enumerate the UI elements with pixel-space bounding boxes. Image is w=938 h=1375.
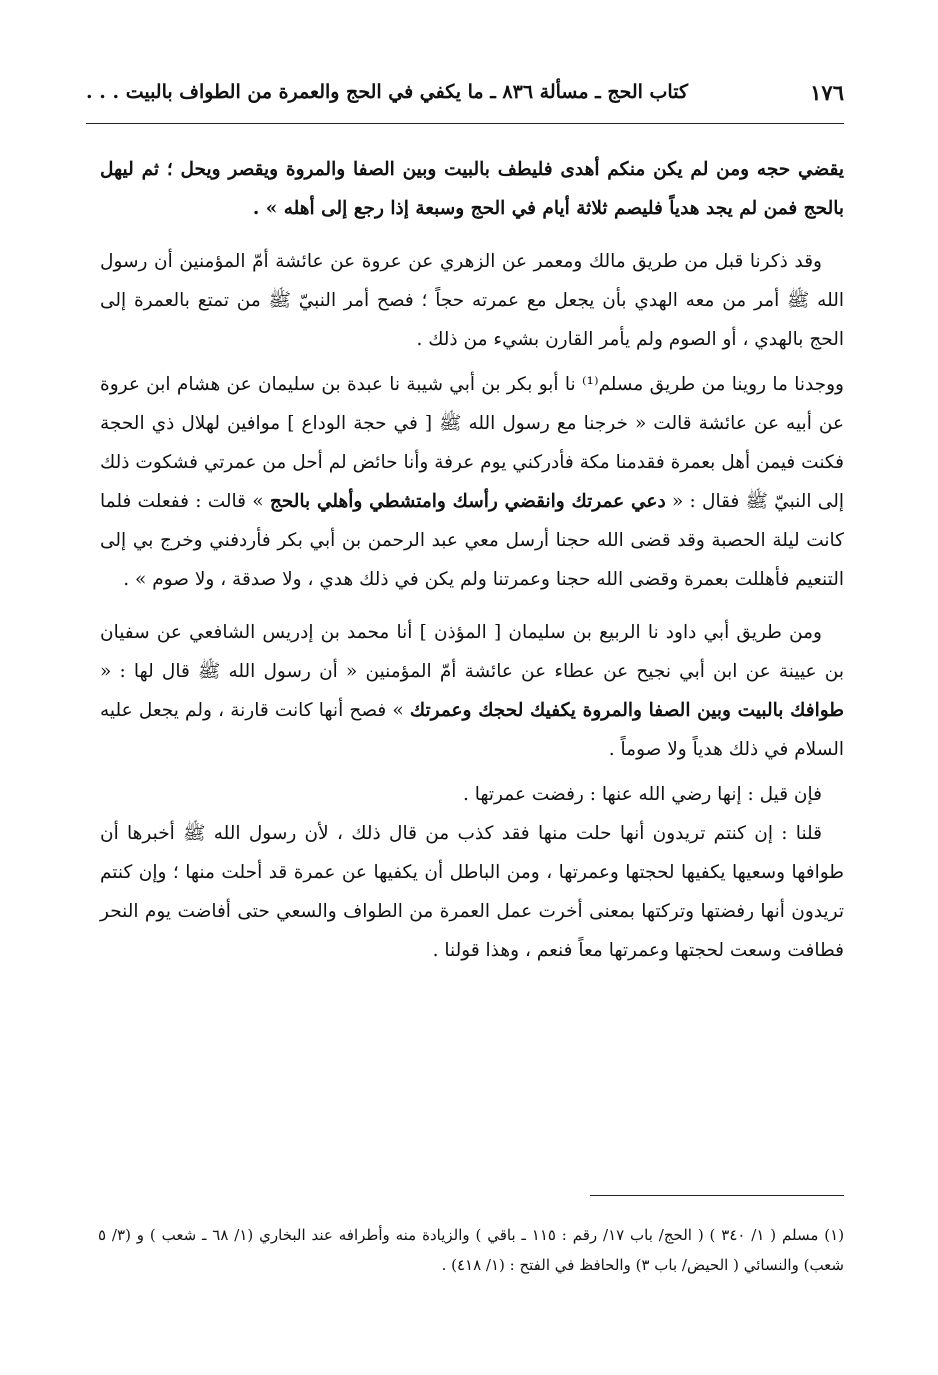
header-title: كتاب الحج ـ مسألة ٨٣٦ ـ ما يكفي في الحج والعمرة من الطواف بالبيت . . . [86,81,688,103]
paragraph-quote-end: يقضي حجه ومن لم يكن منكم أهدى فليطف بالبيت وبين الصفا والمروة ويقصر ويحل ؛ ثم ليهل بالحج فمن لم يجد هدياً فليصم ثلاثة أيام في الحج وسبعة إذا رجع إلى أهله » . [100,159,844,219]
paragraph-abu-dawud-hadith [100,613,844,769]
footnote-divider [590,1195,844,1196]
paragraph-malik-mamar: وقد ذكرنا قبل من طريق مالك ومعمر عن الزهري عن عروة عن عائشة أمّ المؤمنين أن رسول الله ﷺ أمر من معه الهدي بأن يجعل مع عمرته حجاً ؛ فصح أمر النبيّ ﷺ من تمتع بالعمرة إلى الحج بالهدي ، أو الصوم ولم يأمر القارن بشيء من ذلك . [100,251,844,350]
paragraph-spacer [100,599,844,613]
footnotes [98,1220,844,1280]
main-text [100,150,844,970]
hadith-text: ووجدنا ما روينا من طريق مسلم⁽¹⁾ نا أبو بكر بن أبي شيبة نا عبدة بن سليمان عن هشام ابن عروة عن أبيه عن عائشة قالت « خرجنا مع رسول الله ﷺ [ في حجة الوداع ] موافين لهلال ذي الحجة فكنت فيمن أهل بعمرة فقدمنا مكة فأدركني يوم عرفة وأنا حائض لم أحل من عمرتي فشكوت ذلك إلى النبيّ ﷺ فقال : « [100,374,844,512]
hadith-text-continued: » قالت : ففعلت فلما كانت ليلة الحصبة وقد قضى الله حجنا أرسل معي عبد الرحمن بن أبي بكر فأردفني وخرج بي إلى التنعيم فأهللت بعمرة وقضى الله حجنا وعمرتنا ولم يكن في ذلك هدي ، ولا صدقة ، ولا صوم » . [100,491,844,590]
running-header [86,72,844,112]
paragraph-muslim-hadith [100,365,844,599]
paragraph-objection: فإن قيل : إنها رضي الله عنها : رفضت عمرتها . [462,784,822,805]
hadith-text: ومن طريق أبي داود نا الربيع بن سليمان [ المؤذن ] أنا محمد بن إدريس الشافعي عن سفيان بن عيينة عن ابن أبي نجيح عن عطاء عن عائشة أمّ المؤمنين « أن رسول الله ﷺ قال لها : « [100,622,844,682]
hadith-bold-quote: دعي عمرتك وانقضي رأسك وامتشطي وأهلي بالحج [269,491,666,512]
hadith-text-continued: » فصح أنها كانت قارنة ، ولم يجعل عليه السلام في ذلك هدياً ولا صوماً . [100,700,844,760]
paragraph-response: قلنا : إن كنتم تريدون أنها حلت منها فقد كذب من قال ذلك ، لأن رسول الله ﷺ أخبرها أن طوافها وسعيها يكفيها لحجتها وعمرتها ، ومن الباطل أن يكفيها عن عمرة قد أحلت منها ؛ وإن كنتم تريدون أنها رفضتها وتركتها بمعنى أخرت عمل العمرة من الطواف والسعي حتى أفاضت يوم النحر فطافت وسعت لحجتها وعمرتها معاً فنعم ، وهذا قولنا . [100,823,844,961]
paragraph-spacer [100,228,844,242]
header-divider [86,123,844,124]
hadith-bold-quote: طوافك بالبيت وبين الصفا والمروة يكفيك لحجك وعمرتك [409,700,844,721]
page-number: ١٧٦ [810,79,844,105]
footnote-1: (١) مسلم ( ١/ ٣٤٠ ) ( الحج/ باب ١٧/ رقم : ١١٥ ـ باقي ) والزيادة منه وأطرافه عند البخاري (١/ ٦٨ ـ شعب ) و (٣/ ٥ شعب) والنسائي ( الحيض/ باب ٣) والحافظ في الفتح : (١/ ٤١٨) . [98,1226,845,1274]
